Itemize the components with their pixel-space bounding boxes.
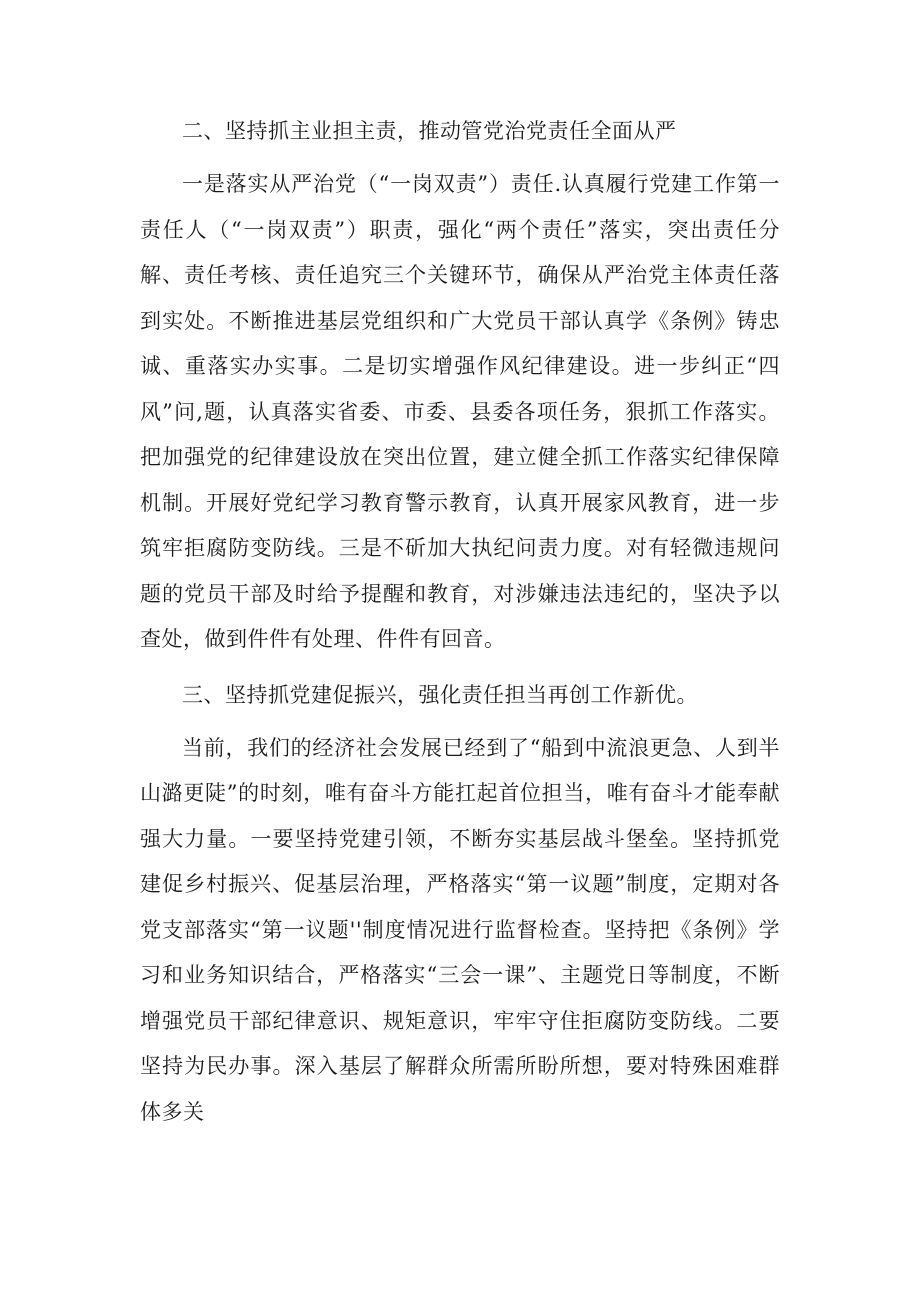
section-2-paragraph: 一是落实从严治党（“一岗双责”）责任.认真履行党建工作第一责任人（“一岗双责”）职责，强化“两个责任”落实，突出责任分解、责任考核、责任追究三个关键环节，确保从严治党主体责任落到实处。不断推进基层党组织和广大党员干部认真学《条例》铸忠诚、重落实办实事。二是切实增强作风纪律建设。进一步纠正“四风”问,题，认真落实省委、市委、县委各项任务，狠抓工作落实。把加强党的纪律建设放在突出位置，建立健全抓工作落实纪律保障机制。开展好党纪学习教育警示教育，认真开展家风教育，进一步筑牢拒腐防变防线。三是不斫加大执纪问责力度。对有轻微违规问题的党员干部及时给予提醒和教育，对涉嫌违法违纪的，坚决予以查处，做到件件有处理、件件有回音。 (140, 172, 780, 651)
section-3-paragraph: 当前，我们的经济社会发展已经到了“船到中流浪更急、人到半山潞更陡”的时刻，唯有奋斗方能扛起首位担当，唯有奋斗才能奉献强大力量。一要坚持党建引领，不断夯实基层战斗堡垒。坚持抓党建促乡村振兴、促基层治理，严格落实“第一议题”制度，定期对各党支部落实“第一议题''制度情况进行监督检查。坚持把《条例》学习和业务知识结合，严格落实“三会一课”、主题党日等制度，不断增强党员干部纪律意识、规矩意识，牢牢守住拒腐防变防线。二要坚持为民办事。深入基层了解群众所需所盼所想，要对特殊困难群体多关 (140, 735, 780, 1124)
document-page (140, 108, 780, 1144)
section-heading-3: 三、坚持抓党建促振兴，强化责任担当再创工作新优。 (182, 682, 698, 707)
section-heading-2: 二、坚持抓主业担主责，推动管党治党责任全面从严 (182, 119, 677, 143)
